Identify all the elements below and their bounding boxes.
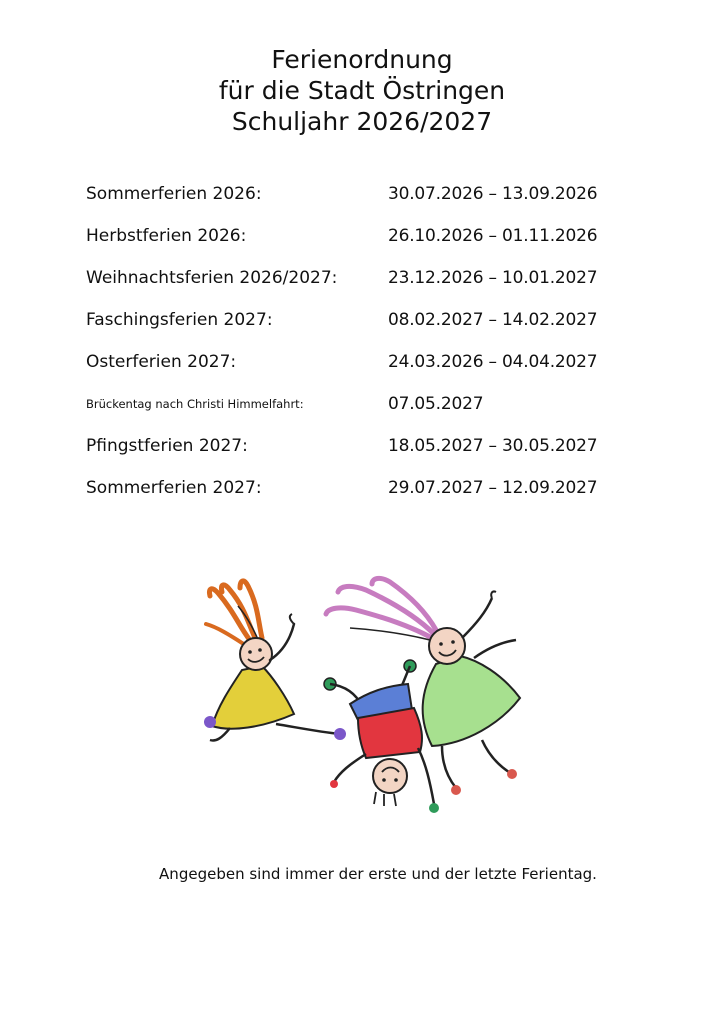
- schedule-row-summer-2026: [86, 182, 646, 224]
- holiday-dates: 30.07.2026 – 13.09.2026: [388, 184, 598, 204]
- title-line-2: für die Stadt Östringen: [218, 76, 506, 105]
- jumping-children-illustration: [190, 568, 535, 830]
- girl-yellow-dress-figure: [204, 581, 346, 741]
- holiday-label: Sommerferien 2026:: [86, 184, 262, 204]
- schedule-row-summer-2027: [86, 476, 646, 518]
- schedule-row-christmas: [86, 266, 646, 308]
- holiday-dates: 23.12.2026 – 10.01.2027: [388, 268, 598, 288]
- holiday-label: Faschingsferien 2027:: [86, 310, 273, 330]
- schedule-row-pentecost: [86, 434, 646, 476]
- holiday-dates: 26.10.2026 – 01.11.2026: [388, 226, 598, 246]
- holiday-dates: 24.03.2026 – 04.04.2027: [388, 352, 598, 372]
- holiday-dates: 29.07.2027 – 12.09.2027: [388, 478, 598, 498]
- holiday-dates: 07.05.2027: [388, 394, 484, 414]
- schedule-row-easter: [86, 350, 646, 392]
- footnote: Angegeben sind immer der erste und der letzte Ferientag.: [159, 865, 597, 883]
- title-line-3: Schuljahr 2026/2027: [231, 107, 493, 136]
- holiday-label: Pfingstferien 2027:: [86, 436, 248, 456]
- title-line-1: Ferienordnung: [271, 45, 453, 74]
- holiday-label: Weihnachtsferien 2026/2027:: [86, 268, 338, 288]
- schedule-row-bridge-day: [86, 392, 646, 434]
- holiday-schedule: [86, 182, 646, 518]
- holiday-label: Herbstferien 2026:: [86, 226, 247, 246]
- page-title: [0, 44, 724, 137]
- holiday-label: Sommerferien 2027:: [86, 478, 262, 498]
- schedule-row-autumn-2026: [86, 224, 646, 266]
- holiday-dates: 08.02.2027 – 14.02.2027: [388, 310, 598, 330]
- holiday-dates: 18.05.2027 – 30.05.2027: [388, 436, 598, 456]
- schedule-row-carnival: [86, 308, 646, 350]
- holiday-label: Osterferien 2027:: [86, 352, 237, 372]
- holiday-label: Brückentag nach Christi Himmelfahrt:: [86, 397, 304, 411]
